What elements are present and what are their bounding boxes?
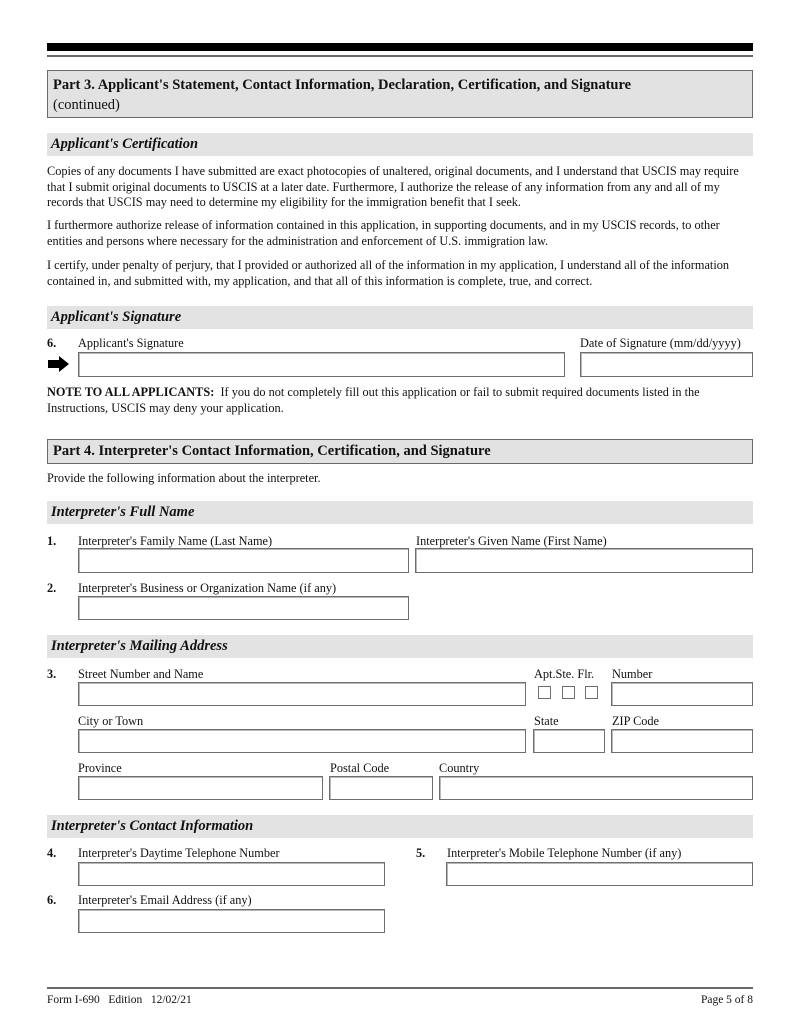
page-number: Page 5 of 8	[700, 994, 753, 1006]
apt-checkbox[interactable]	[538, 686, 551, 699]
item-6-number: 6.	[47, 893, 57, 907]
date-of-signature-field[interactable]	[580, 352, 753, 377]
email-label: Interpreter's Email Address (if any)	[78, 893, 252, 907]
postal-code-field[interactable]	[329, 776, 433, 800]
certification-paragraph-2: I furthermore authorize release of information contained in this application, in supporting documents, and in my USCIS records, to other entities and persons where necessary for the administration and enforcement of U.S. immigration law.	[47, 218, 720, 248]
zip-field[interactable]	[611, 729, 753, 753]
item-5-number: 5.	[416, 846, 426, 860]
city-label: City or Town	[78, 714, 144, 728]
province-field[interactable]	[78, 776, 323, 800]
country-label: Country	[439, 761, 480, 775]
part3-subtitle: (continued)	[53, 97, 120, 113]
state-label: State	[534, 714, 559, 728]
email-field[interactable]	[78, 909, 385, 933]
contact-info-header: Interpreter's Contact Information	[47, 815, 753, 838]
part4-title-box	[47, 439, 753, 464]
state-field[interactable]	[533, 729, 605, 753]
daytime-phone-field[interactable]	[78, 862, 385, 886]
full-name-header: Interpreter's Full Name	[47, 501, 753, 524]
business-name-label: Interpreter's Business or Organization Name (if any)	[78, 581, 337, 595]
postal-code-label: Postal Code	[330, 761, 390, 775]
family-name-label: Interpreter's Family Name (Last Name)	[78, 534, 273, 548]
certification-header: Applicant's Certification	[47, 133, 753, 156]
part4-intro: Provide the following information about the interpreter.	[47, 471, 321, 485]
header-thin-rule	[47, 55, 753, 57]
part3-title-box	[47, 70, 753, 118]
flr-checkbox[interactable]	[585, 686, 598, 699]
form-edition: Form I-690 Edition 12/02/21	[47, 994, 192, 1006]
signature-header: Applicant's Signature	[47, 306, 753, 329]
note-bold-label: NOTE TO ALL APPLICANTS:	[47, 385, 215, 399]
business-name-field[interactable]	[78, 596, 409, 620]
family-name-field[interactable]	[78, 548, 409, 573]
street-field[interactable]	[78, 682, 526, 706]
given-name-field[interactable]	[415, 548, 753, 573]
daytime-phone-label: Interpreter's Daytime Telephone Number	[78, 846, 280, 860]
mobile-phone-field[interactable]	[446, 862, 753, 886]
footer-rule	[47, 987, 753, 989]
note-to-applicants	[47, 385, 753, 416]
given-name-label: Interpreter's Given Name (First Name)	[416, 534, 607, 548]
city-field[interactable]	[78, 729, 526, 753]
apt-ste-flr-label: Apt.Ste. Flr.	[534, 667, 595, 681]
applicant-signature-field[interactable]	[78, 352, 565, 377]
ste-checkbox[interactable]	[562, 686, 575, 699]
street-label: Street Number and Name	[78, 667, 204, 681]
item-3-number: 3.	[47, 667, 57, 681]
certification-paragraph-3: I certify, under penalty of perjury, that I provided or authorized all of the information in my application, I understand all of the information contained in, and submitted with, my application, and that all of this information is complete, true, and correct.	[47, 258, 730, 288]
certification-paragraph-1: Copies of any documents I have submitted are exact photocopies of unaltered, original documents, and I understand that USCIS may require that I submit original documents to USCIS at a later date. Furthermore, I authorize the release of any information from any and all of my records that USCIS may need to determine my eligibility for the immigration benefit that I seek.	[47, 164, 739, 209]
item-4-number: 4.	[47, 846, 57, 860]
signature-label: Applicant's Signature	[78, 336, 184, 350]
right-arrow-icon	[47, 356, 71, 372]
part3-title: Part 3. Applicant's Statement, Contact Information, Declaration, Certification, and Signature	[53, 77, 632, 93]
header-thick-rule	[47, 43, 753, 51]
number-field[interactable]	[611, 682, 753, 706]
mailing-address-header: Interpreter's Mailing Address	[47, 635, 753, 658]
country-field[interactable]	[439, 776, 753, 800]
item-2-number: 2.	[47, 581, 57, 595]
part4-title: Part 4. Interpreter's Contact Information, Certification, and Signature	[53, 443, 491, 459]
mobile-phone-label: Interpreter's Mobile Telephone Number (if any)	[447, 846, 682, 860]
zip-label: ZIP Code	[612, 714, 660, 728]
note-text: If you do not completely fill out this application or fail to submit required documents listed in the Instructions, USCIS may deny your application.	[47, 385, 703, 415]
item-1-number: 1.	[47, 534, 57, 548]
signature-item-number: 6.	[47, 336, 57, 350]
province-label: Province	[78, 761, 122, 775]
date-of-signature-label: Date of Signature (mm/dd/yyyy)	[580, 336, 741, 350]
number-label: Number	[612, 667, 653, 681]
